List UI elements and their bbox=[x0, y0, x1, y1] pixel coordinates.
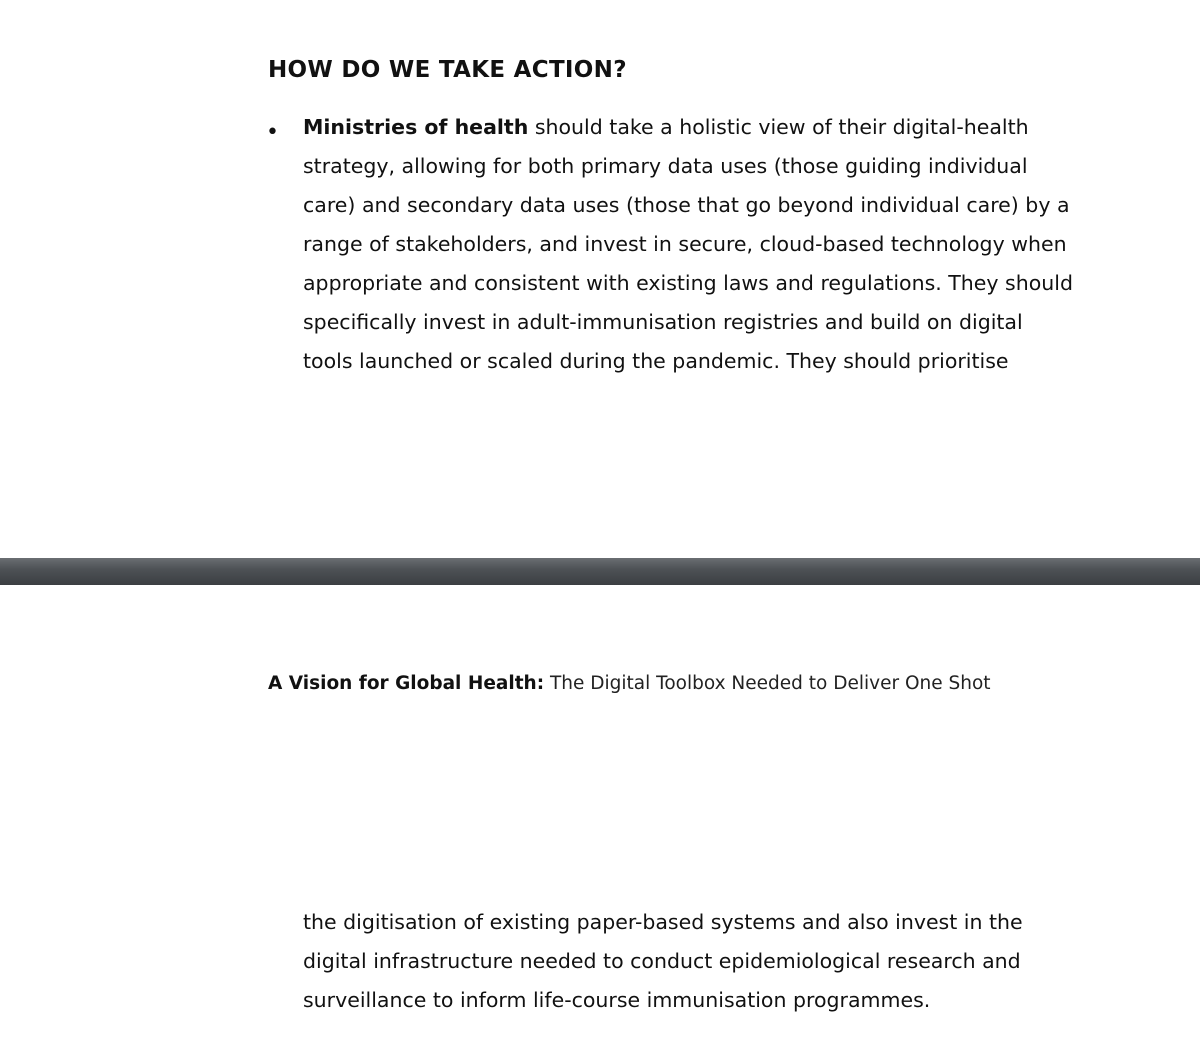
page-break-divider bbox=[0, 558, 1200, 585]
bullet-marker: • bbox=[266, 120, 279, 145]
running-header-subtitle: The Digital Toolbox Needed to Deliver One Shot bbox=[544, 673, 991, 694]
paragraph-line-1 bbox=[303, 108, 1063, 147]
running-header bbox=[268, 673, 991, 694]
continuation-line-2: digital infrastructure needed to conduct epidemiological research and bbox=[303, 949, 1021, 973]
section-heading: HOW DO WE TAKE ACTION? bbox=[268, 57, 627, 83]
continuation-line-3: surveillance to inform life-course immunisation programmes. bbox=[303, 988, 931, 1012]
bullet-paragraph bbox=[303, 108, 1073, 381]
paragraph-line-2: strategy, allowing for both primary data uses (those guiding individual bbox=[303, 154, 1028, 178]
paragraph-line-5: appropriate and consistent with existing laws and regulations. They should bbox=[303, 271, 1073, 295]
paragraph-line-3: care) and secondary data uses (those that go beyond individual care) by a bbox=[303, 193, 1070, 217]
line-text: should take a holistic view of their digital-health bbox=[528, 115, 1029, 139]
continuation-line-1: the digitisation of existing paper-based systems and also invest in the bbox=[303, 910, 1023, 934]
paragraph-line-6: specifically invest in adult-immunisation registries and build on digital bbox=[303, 310, 1023, 334]
running-header-title: A Vision for Global Health: bbox=[268, 673, 545, 694]
paragraph-line-7: tools launched or scaled during the pandemic. They should prioritise bbox=[303, 349, 1009, 373]
lead-bold-text: Ministries of health bbox=[303, 115, 529, 139]
continuation-paragraph bbox=[303, 903, 1063, 1020]
paragraph-line-4: range of stakeholders, and invest in secure, cloud-based technology when bbox=[303, 232, 1067, 256]
